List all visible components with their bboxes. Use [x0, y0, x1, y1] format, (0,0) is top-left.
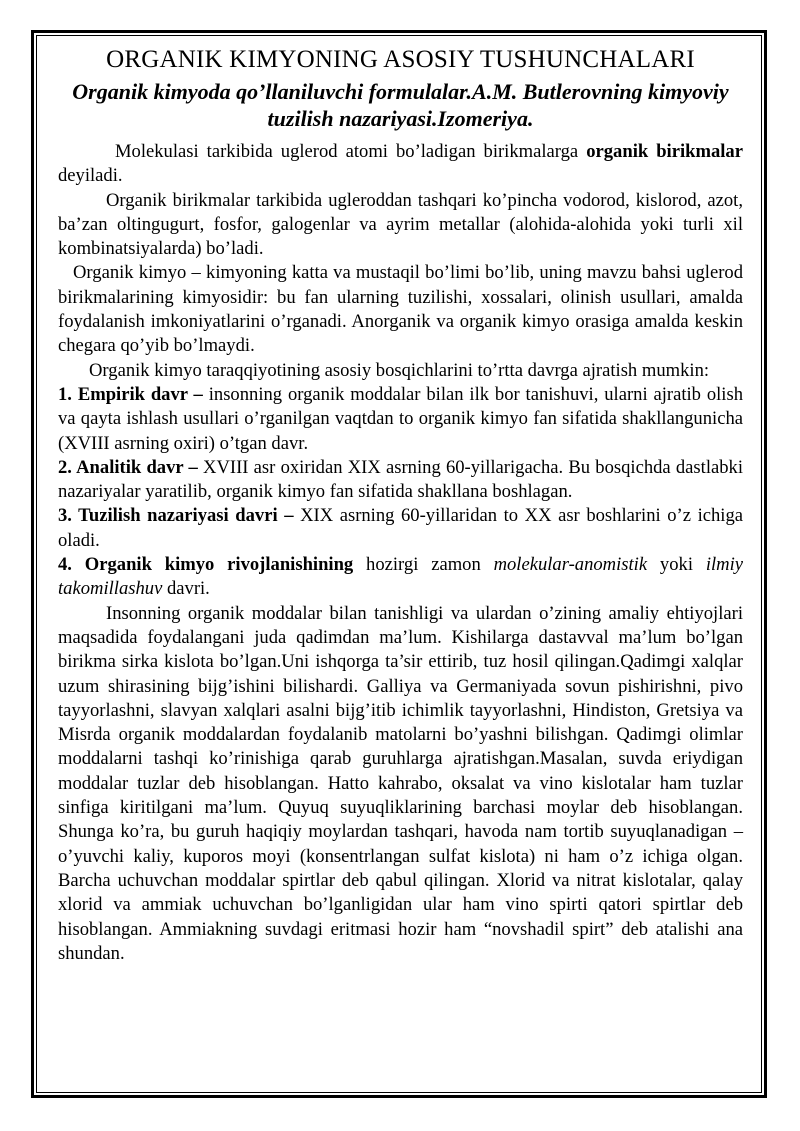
paragraph-text: Molekulasi tarkibida uglerod atomi bo’ladigan birikmalarga — [115, 141, 587, 162]
period-text: XIX asrning 60-yillaridan to XX asr boshlarini o’z ichiga oladi. — [58, 505, 743, 551]
period-label: 1. Empirik davr – — [58, 383, 203, 405]
period-italic-term: ilmiy takomillashuv — [58, 554, 743, 600]
period-label: 2. Analitik davr – — [58, 456, 198, 478]
page-title: ORGANIK KIMYONING ASOSIY TUSHUNCHALARI — [106, 46, 695, 73]
period-item — [58, 456, 743, 505]
paragraph-organic-chemistry: Organik kimyo – kimyoning katta va mustaqil bo’limi bo’lib, uning mavzu bahsi uglerod birikmalarining kimyosidir: bu fan ularning tuzilishi, xossalari, olinish usullari, amalda foydalanish imkoniyatlarini o’rganadi. Anorganik va organik kimyo orasiga amalda keskin chegara qo’yib bo’lmaydi. — [58, 262, 743, 357]
period-italic-term: molekular-anomistik — [493, 554, 648, 576]
period-text: insonning organik moddalar bilan ilk bor tanishuvi, ularni ajratib olish va qayta ishlash usullari o’rganilgan vaqtdan to organik kimyo fan sifatida shakllangunicha (XVIII asrning oxiri) o’tgan davr. — [58, 383, 743, 454]
period-label: 4. Organik kimyo rivojlanishining — [58, 554, 354, 576]
period-item — [58, 504, 743, 553]
term-bold: organik birikmalar — [586, 141, 743, 162]
period-text-tail: davri. — [162, 578, 210, 600]
paragraph-history: Insonning organik moddalar bilan tanishligi va ulardan o’zining amaliy ehtiyojlari maqsadida foydalangani juda qadimdan ma’lum. Kishilarga dastavval ma’lum bo’lgan birikma sirka kislota bo’lgan.Uni ishqorga ta’sir ettirib, tuz hosil qilingan.Qadimgi xalqlar uzum shirasining bijg’ishini bilishardi. Galliya va Germaniyada sovun pishirishni, pivo tayyorlashni, slavyan xalqlari asalni bijg’itib ichimlik tayyorlashni, Hindiston, Gretsiya va Misrda organik moddalardan foydalanib matolarni bo’yashni bilishgan. Qadimgi olimlar moddalarni tashqi ko’rinishiga qarab guruhlarga ajratishgan.Masalan, suvda eriydigan moddalar tuzlar deb hisoblangan. Hatto kahrabo, oksalat va vino kislotalar ham tuzlar sinfiga kiritilgani ma’lum. Quyuq suyuqliklarining barchasi moylar deb hisoblangan. Shunga ko’ra, bu guruh haqiqiy moylardan tashqari, havoda nam tortib suyuqlanadigan – o’yuvchi kaliy, kuporos moyi (konsentrlangan sulfat kislota) ni ham o’z ichiga olgan. Barcha uchuvchan moddalar spirtlar deb qabul qilingan. Xlorid va nitrat kislotalar, qalay xlorid va ammiak uchuvchan bo’lganligidan ular ham vino spirti qatori spirtlar deb hisoblangan. Ammiakning suvdagi eritmasi hozir ham “novshadil spirt” deb atalishi ana shundan. — [58, 602, 743, 964]
period-text: XVIII asr oxiridan XIX asrning 60-yillarigacha. Bu bosqichda dastlabki nazariyalar yaratilib, organik kimyo fan sifatida shakllana boshlagan. — [58, 456, 744, 503]
paragraph-stages-intro: Organik kimyo taraqqiyotining asosiy bosqichlarini to’rtta davrga ajratish mumkin: — [89, 359, 710, 381]
period-item — [58, 383, 743, 456]
period-text-mid: yoki — [647, 554, 706, 576]
document-body — [58, 44, 743, 966]
period-label: 3. Tuzilish nazariyasi davri – — [58, 505, 294, 527]
period-text: hozirgi zamon — [353, 554, 494, 576]
paragraph-definition — [58, 140, 743, 189]
paragraph-tail: deyiladi. — [58, 165, 123, 187]
paragraph-composition: Organik birikmalar tarkibida ugleroddan tashqari ko’pincha vodorod, kislorod, azot, ba’zan oltingugurt, fosfor, galogenlar va ayrim metallar (alohida-alohida yoki turli xil kombinatsiyalarda) bo’ladi. — [58, 189, 743, 260]
page-subtitle: Organik kimyoda qo’llaniluvchi formulalar.A.M. Butlerovning kimyoviy tuzilish nazariyasi.Izomeriya. — [72, 79, 729, 131]
period-item — [58, 553, 743, 602]
